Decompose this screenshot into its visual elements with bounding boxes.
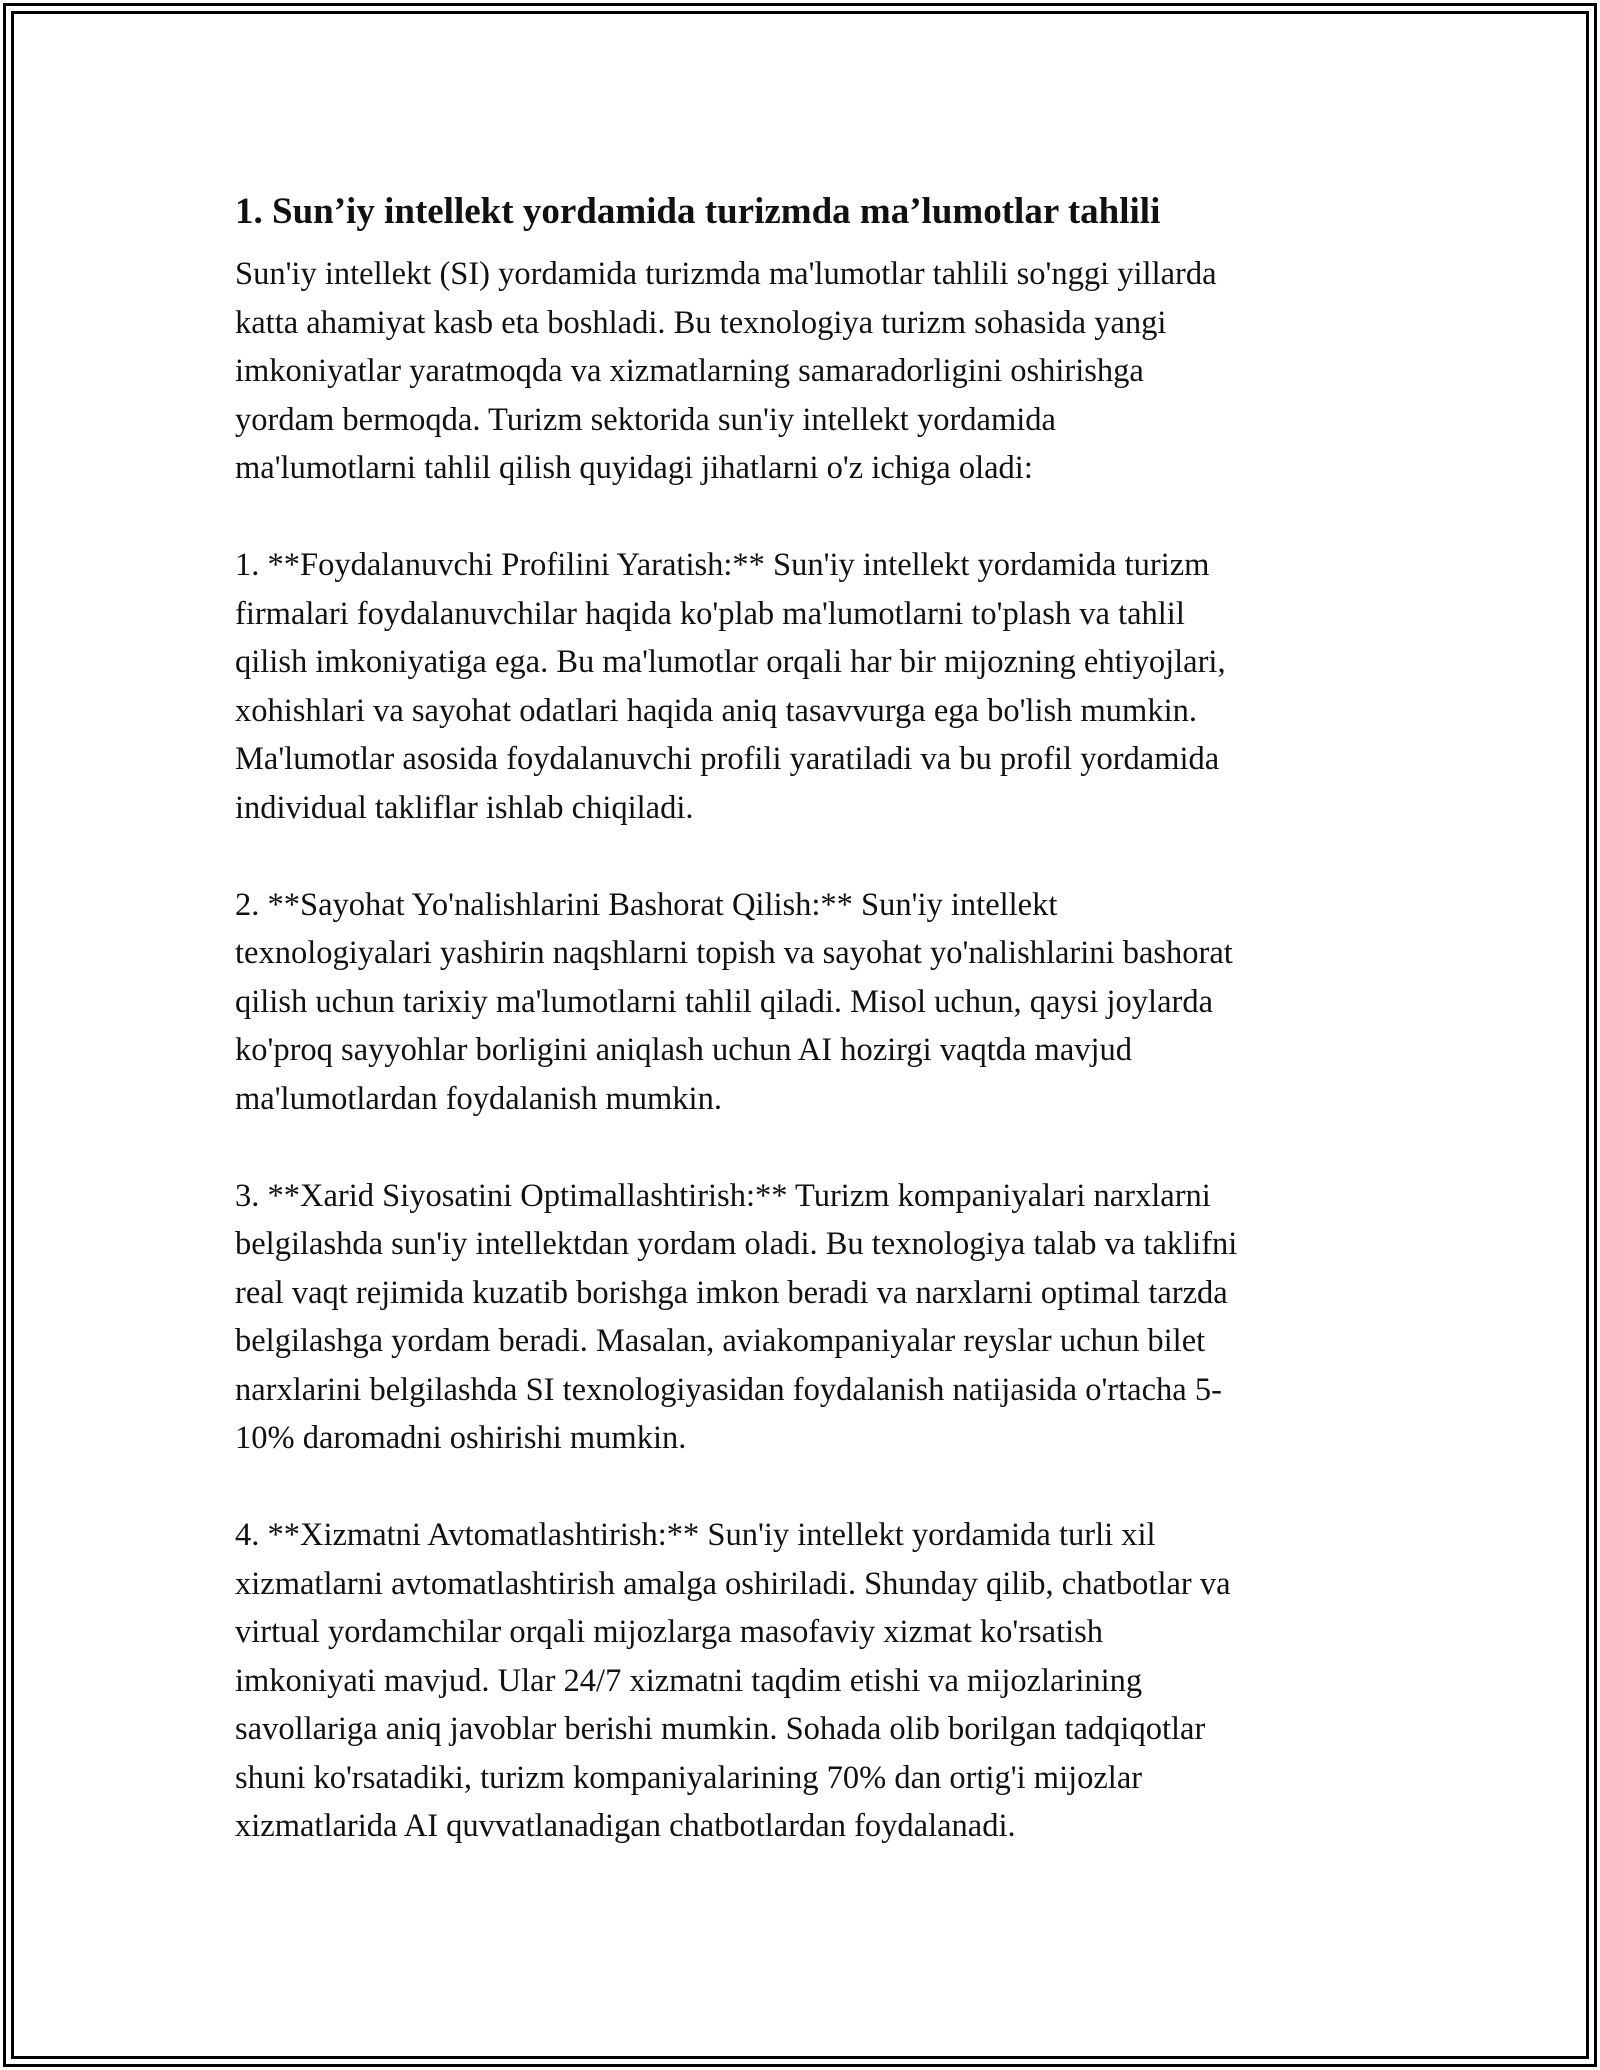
text-line: qilish imkoniyatiga ega. Bu ma'lumotlar orqali har bir mijozning ehtiyojlari,: [235, 644, 1226, 680]
text-line: 10% daromadni oshirishi mumkin.: [235, 1420, 687, 1456]
document-body: [235, 188, 1375, 1851]
text-line: katta ahamiyat kasb eta boshladi. Bu texnologiya turizm sohasida yangi: [235, 304, 1167, 341]
text-line: savollariga aniq javoblar berishi mumkin. Sohada olib borilgan tadqiqotlar: [235, 1711, 1206, 1747]
text-line: firmalari foydalanuvchilar haqida ko'plab ma'lumotlarni to'plash va tahlil: [235, 595, 1185, 632]
text-line: Sun'iy intellekt (SI) yordamida turizmda ma'lumotlar tahlili so'nggi yillarda: [235, 256, 1217, 292]
text-line: imkoniyatlar yaratmoqda va xizmatlarning samaradorligini oshirishga: [235, 353, 1144, 389]
point-4-paragraph: [235, 1511, 1375, 1851]
text-line: shuni ko'rsatadiki, turizm kompaniyalarining 70% dan ortig'i mijozlar: [235, 1759, 1143, 1796]
point-3-paragraph: [235, 1172, 1375, 1463]
text-line: 4. **Xizmatni Avtomatlashtirish:** Sun'iy intellekt yordamida turli xil: [235, 1517, 1156, 1553]
text-line: virtual yordamchilar orqali mijozlarga masofaviy xizmat ko'rsatish: [235, 1614, 1104, 1650]
intro-paragraph: [235, 250, 1375, 493]
text-line: belgilashda sun'iy intellektdan yordam oladi. Bu texnologiya talab va taklifni: [235, 1226, 1238, 1262]
text-line: 3. **Xarid Siyosatini Optimallashtirish:** Turizm kompaniyalari narxlarni: [235, 1177, 1211, 1214]
text-line: ma'lumotlarni tahlil qilish quyidagi jihatlarni o'z ichiga oladi:: [235, 450, 1033, 486]
point-2-paragraph: [235, 881, 1375, 1124]
text-line: 1. **Foydalanuvchi Profilini Yaratish:** Sun'iy intellekt yordamida turizm: [235, 547, 1210, 583]
text-line: narxlarini belgilashda SI texnologiyasidan foydalanish natijasida o'rtacha 5-: [235, 1371, 1222, 1408]
text-line: xizmatlarida AI quvvatlanadigan chatbotlardan foydalanadi.: [235, 1808, 1016, 1844]
text-line: Ma'lumotlar asosida foydalanuvchi profili yaratiladi va bu profil yordamida: [235, 741, 1220, 777]
text-line: individual takliflar ishlab chiqiladi.: [235, 789, 694, 826]
text-line: real vaqt rejimida kuzatib borishga imkon beradi va narxlarni optimal tarzda: [235, 1274, 1228, 1311]
text-line: yordam bermoqda. Turizm sektorida sun'iy intellekt yordamida: [235, 401, 1056, 438]
point-1-paragraph: [235, 541, 1375, 832]
text-line: xohishlari va sayohat odatlari haqida aniq tasavvurga ega bo'lish mumkin.: [235, 692, 1197, 729]
text-line: 2. **Sayohat Yo'nalishlarini Bashorat Qilish:** Sun'iy intellekt: [235, 886, 1058, 923]
text-line: imkoniyati mavjud. Ular 24/7 xizmatni taqdim etishi va mijozlarining: [235, 1662, 1143, 1699]
text-line: qilish uchun tarixiy ma'lumotlarni tahlil qiladi. Misol uchun, qaysi joylarda: [235, 983, 1213, 1020]
text-line: xizmatlarni avtomatlashtirish amalga oshiriladi. Shunday qilib, chatbotlar va: [235, 1565, 1231, 1602]
text-line: ko'proq sayyohlar borligini aniqlash uchun AI hozirgi vaqtda mavjud: [235, 1032, 1133, 1068]
text-line: belgilashga yordam beradi. Masalan, aviakompaniyalar reyslar uchun bilet: [235, 1323, 1206, 1359]
text-line: ma'lumotlardan foydalanish mumkin.: [235, 1080, 722, 1117]
text-line: texnologiyalari yashirin naqshlarni topish va sayohat yo'nalishlarini bashorat: [235, 935, 1233, 971]
section-heading: 1. Sun’iy intellekt yordamida turizmda ma’lumotlar tahlili: [235, 191, 1161, 232]
